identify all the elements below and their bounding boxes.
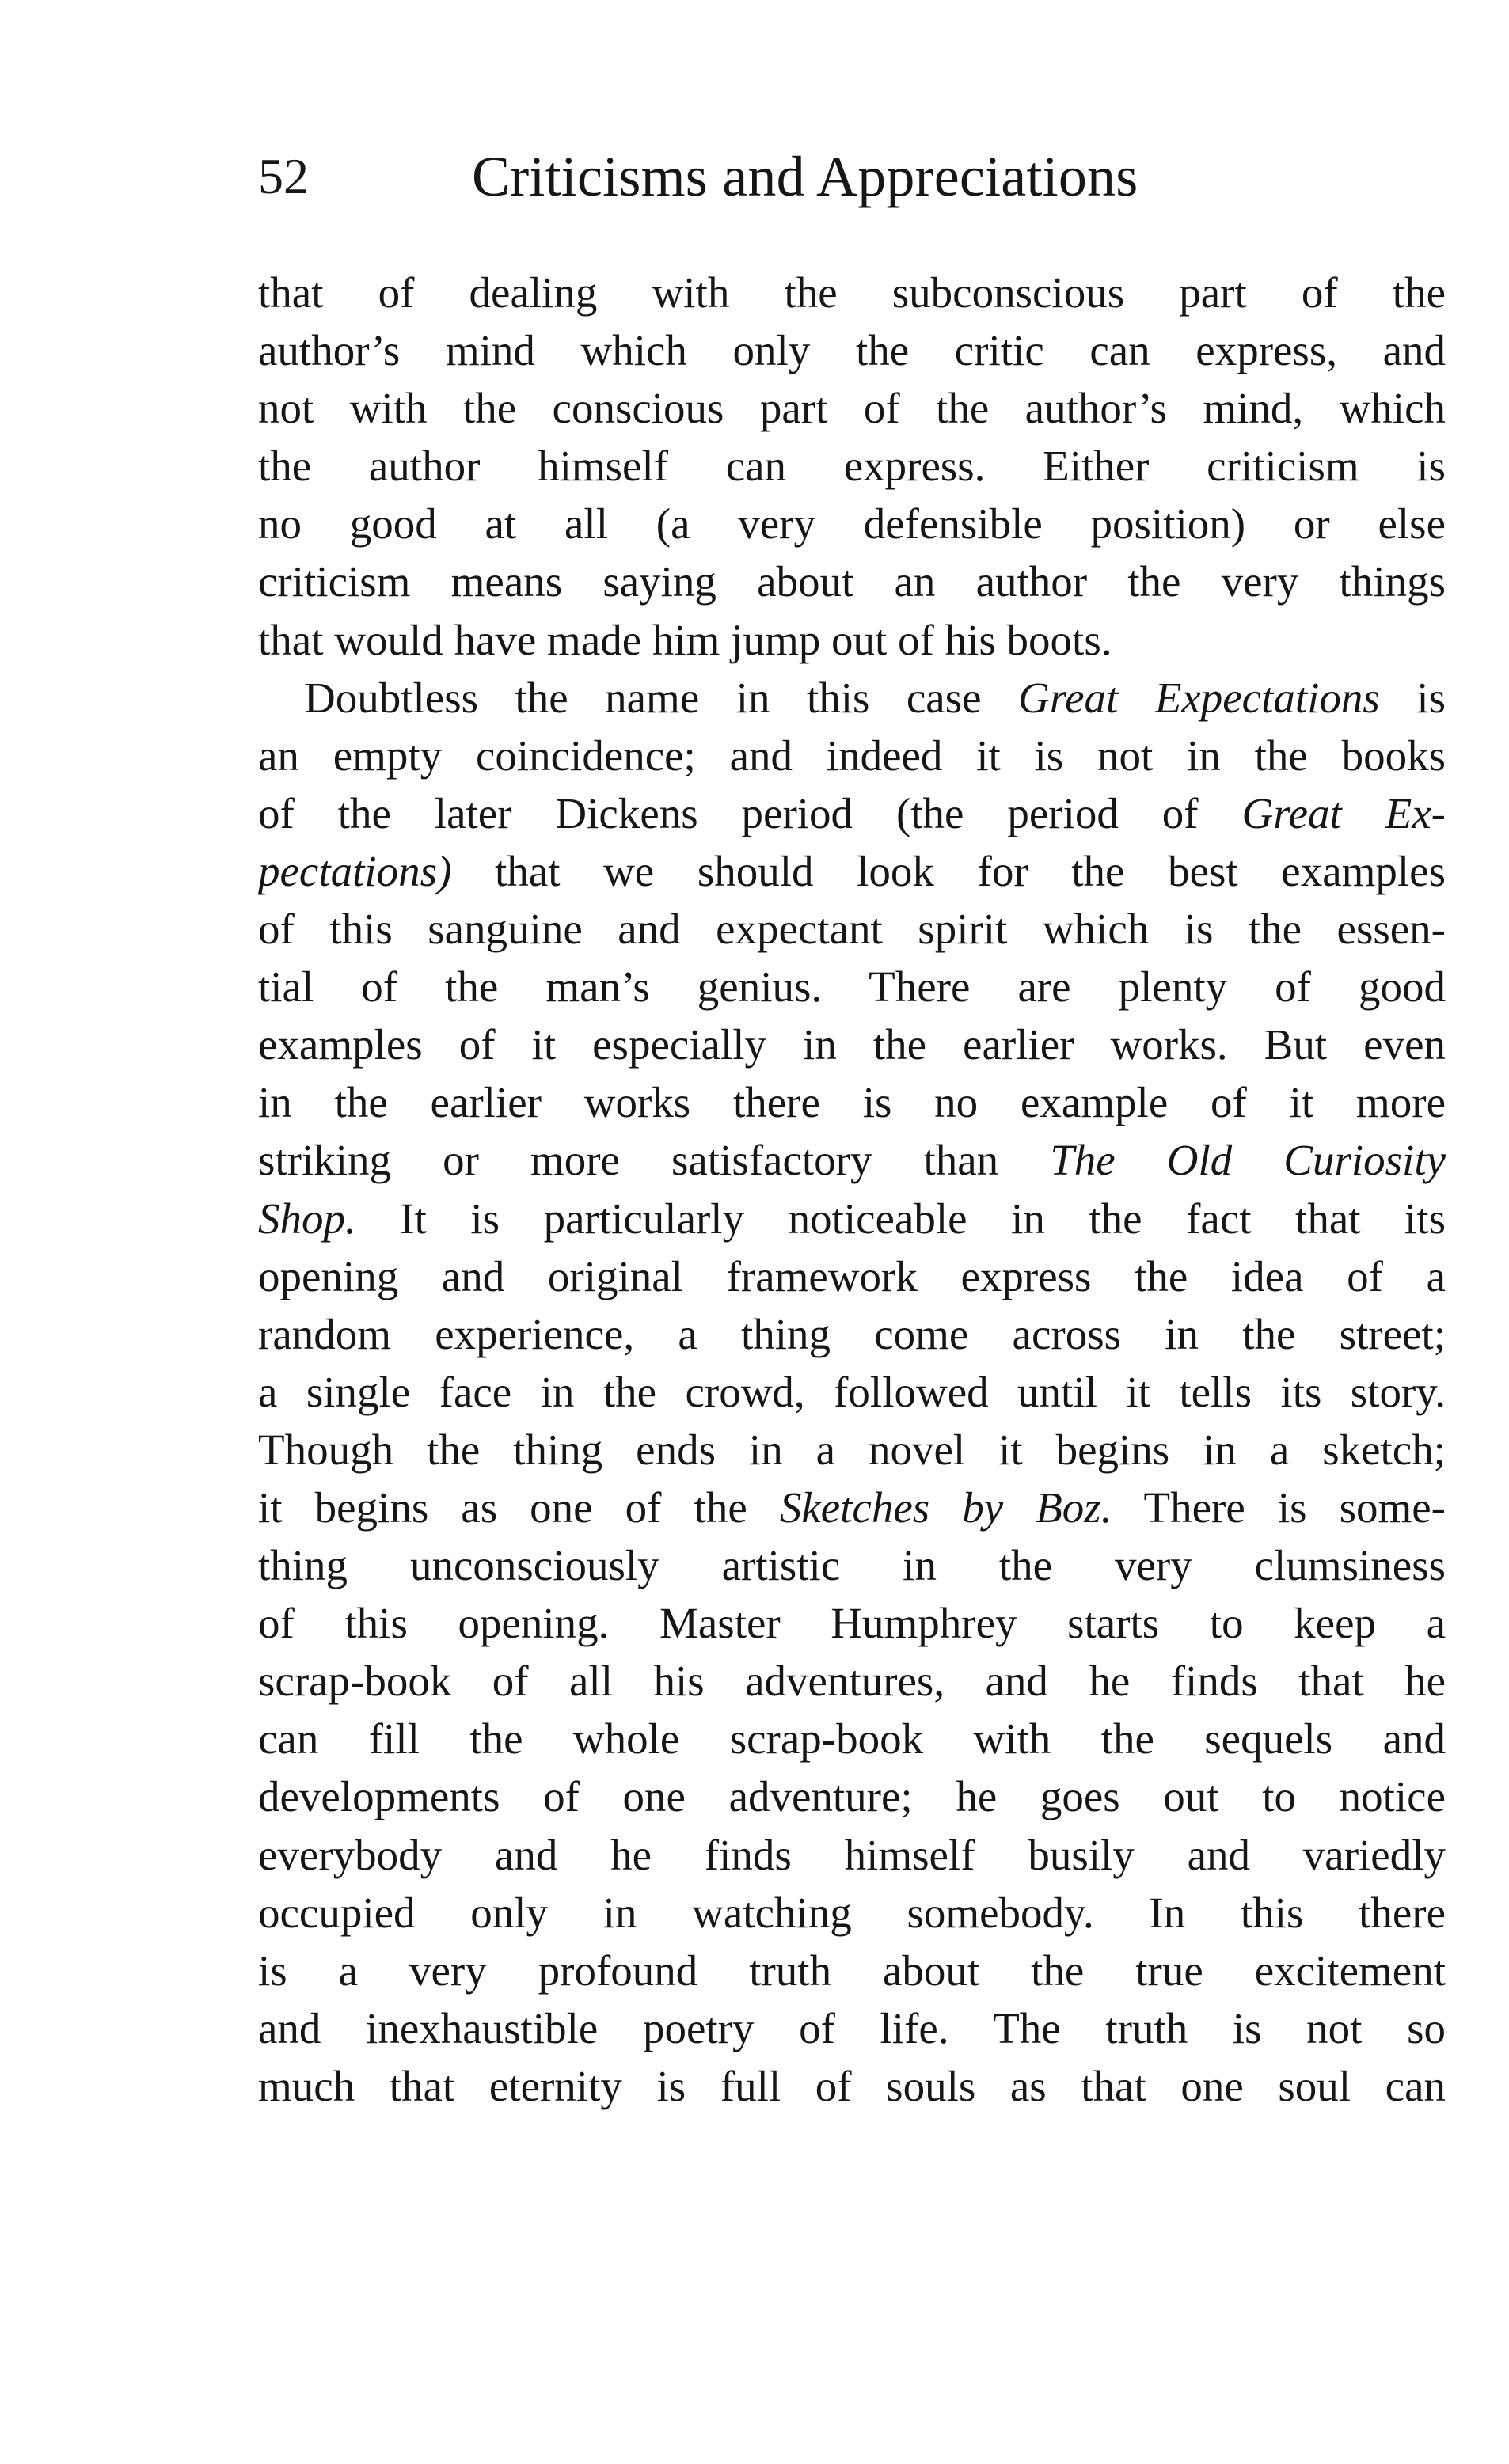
line-text: of the later Dickens period (the period of — [258, 788, 1242, 837]
line-text: much that eternity is full of souls as that one soul can — [258, 2061, 1446, 2110]
text-line — [258, 264, 1446, 321]
text-line — [258, 1536, 1446, 1594]
text-line — [258, 321, 1446, 379]
text-line — [258, 437, 1446, 495]
line-text: examples of it especially in the earlier works. But even — [258, 1020, 1446, 1069]
line-text: thing unconsciously artistic in the very clumsiness — [258, 1541, 1446, 1590]
line-text: is — [1379, 673, 1446, 722]
text-line — [258, 1131, 1446, 1189]
text-line — [258, 1710, 1446, 1767]
text-line — [258, 1884, 1446, 1942]
text-line — [258, 842, 1446, 900]
running-title: Criticisms and Appreciations — [472, 145, 1138, 208]
line-text: Though the thing ends in a novel it begins in a sketch; — [258, 1425, 1446, 1474]
running-head — [258, 141, 1446, 212]
line-text: scrap-book of all his adventures, and he finds that he — [258, 1657, 1446, 1706]
page-number: 52 — [258, 148, 309, 204]
line-text: in the earlier works there is no example of it more — [258, 1078, 1446, 1127]
text-line — [258, 1016, 1446, 1073]
line-text: of this opening. Master Humphrey starts to keep a — [258, 1599, 1446, 1648]
book-title-old-curiosity-shop-part: Shop. — [258, 1194, 356, 1243]
text-line — [258, 784, 1446, 842]
line-text: Doubtless the name in this case — [304, 673, 1019, 722]
text-line — [258, 1594, 1446, 1652]
line-text: that of dealing with the subconscious part of the — [258, 268, 1446, 317]
line-text: not with the conscious part of the author’s mind, which — [258, 384, 1446, 433]
paragraph-start-line — [258, 669, 1446, 727]
text-line — [258, 1479, 1446, 1536]
line-text: of this sanguine and expectant spirit which is the essen- — [258, 905, 1446, 954]
text-line — [258, 552, 1446, 610]
line-text: no good at all (a very defensible position) or else — [258, 499, 1446, 549]
text-line — [258, 1767, 1446, 1825]
line-text: striking or more satisfactory than — [258, 1136, 1051, 1185]
line-text: It is particularly noticeable in the fact that its — [355, 1194, 1446, 1243]
book-title-great-expectations-part: pectations) — [258, 846, 452, 895]
text-line — [258, 958, 1446, 1016]
line-text: is a very profound truth about the true excitement — [258, 1946, 1446, 1995]
text-line — [258, 495, 1446, 552]
line-text: opening and original framework express the idea of a — [258, 1251, 1446, 1300]
text-line — [258, 379, 1446, 437]
text-line — [258, 1363, 1446, 1421]
book-title-sketches-by-boz: Sketches by Boz. — [779, 1483, 1112, 1532]
line-text: it begins as one of the — [258, 1483, 780, 1532]
text-line — [258, 1190, 1446, 1247]
text-line — [258, 1073, 1446, 1131]
text-line — [258, 1652, 1446, 1710]
line-text: and inexhaustible poetry of life. The truth is not so — [258, 2003, 1446, 2052]
line-text: random experience, a thing come across in the street; — [258, 1309, 1446, 1358]
book-title-great-expectations-part: Great Ex- — [1241, 788, 1446, 837]
text-line — [258, 1247, 1446, 1305]
line-text: a single face in the crowd, followed until it tells its story. — [258, 1367, 1446, 1416]
line-text: the author himself can express. Either criticism is — [258, 442, 1446, 491]
line-text: There is some- — [1112, 1483, 1446, 1532]
book-title-great-expectations: Great Expectations — [1018, 673, 1380, 722]
text-line — [258, 1421, 1446, 1479]
line-text: that we should look for the best examples — [451, 846, 1446, 895]
line-text: criticism means saying about an author the very things — [258, 557, 1446, 606]
line-text: developments of one adventure; he goes out to notice — [258, 1772, 1446, 1821]
line-text: author’s mind which only the critic can express, and — [258, 326, 1446, 375]
text-line — [258, 1942, 1446, 1999]
text-line — [258, 727, 1446, 784]
book-title-old-curiosity-shop: The Old Curiosity — [1050, 1136, 1446, 1185]
text-line — [258, 900, 1446, 958]
text-line — [258, 2057, 1446, 2115]
line-text: everybody and he finds himself busily and variedly — [258, 1830, 1446, 1879]
body-text — [258, 264, 1446, 2115]
line-text: tial of the man’s genius. There are plenty of good — [258, 962, 1446, 1012]
text-line — [258, 1999, 1446, 2057]
line-text: occupied only in watching somebody. In this there — [258, 1888, 1446, 1937]
paragraph-end-line — [258, 611, 1446, 669]
text-line — [258, 1305, 1446, 1363]
line-text: that would have made him jump out of his boots. — [258, 615, 1112, 664]
text-line — [258, 1826, 1446, 1884]
line-text: an empty coincidence; and indeed it is not in the books — [258, 731, 1446, 780]
line-text: can fill the whole scrap-book with the sequels and — [258, 1714, 1446, 1764]
